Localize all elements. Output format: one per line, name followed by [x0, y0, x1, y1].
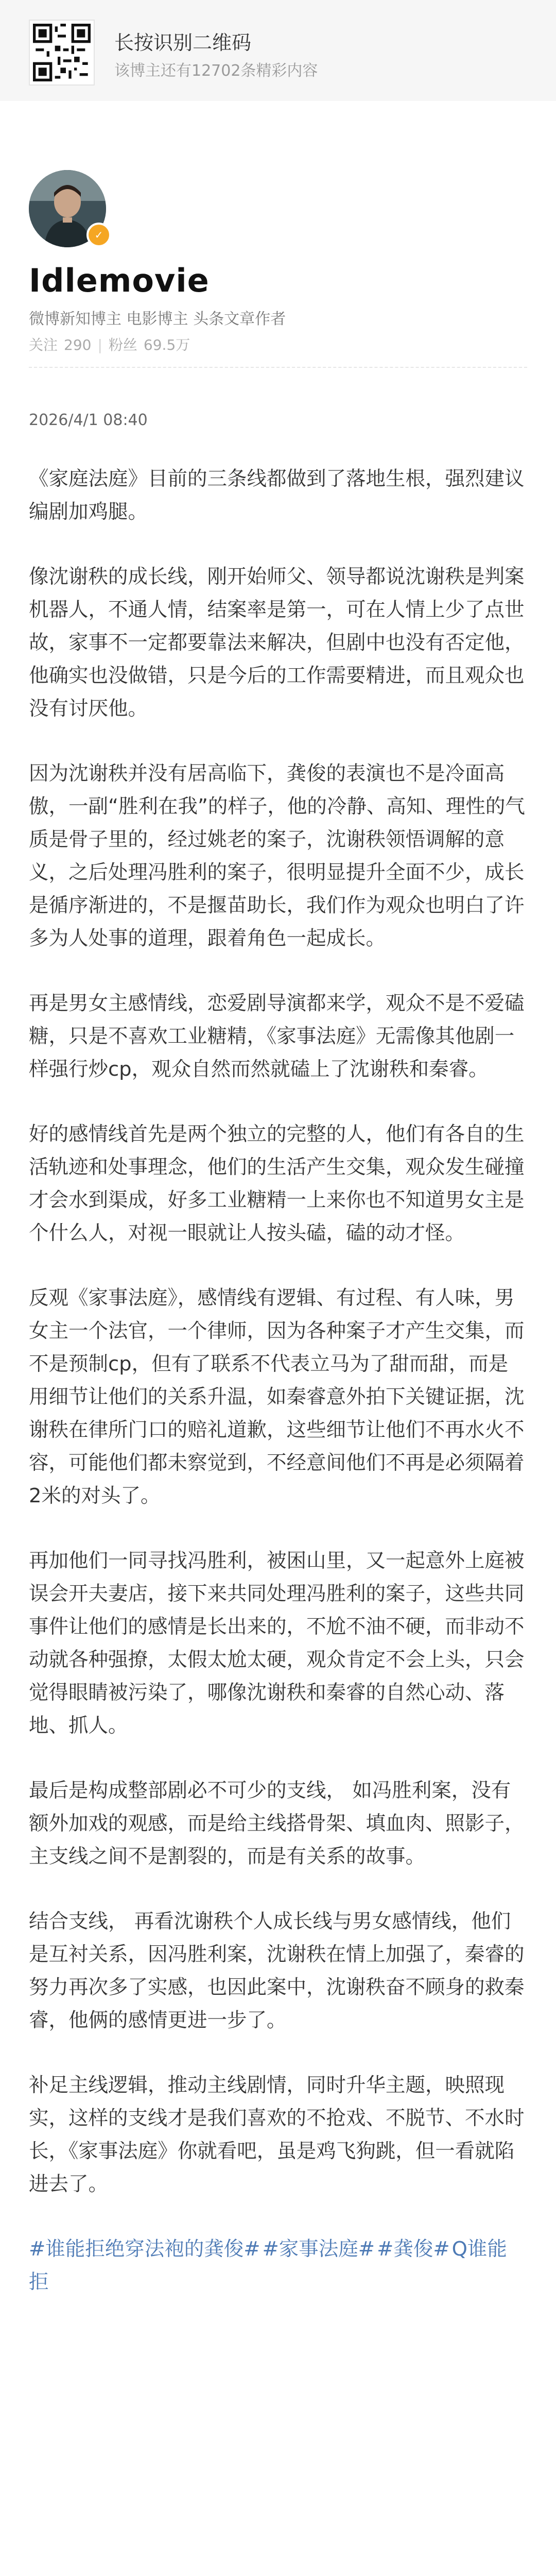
paragraph: 再是男女主感情线，恋爱剧导演都来学，观众不是不爱磕糖，只是不喜欢工业糖精，《家事法庭》无需像其他剧一样强行炒cp，观众自然而然就磕上了沈谢秩和秦睿。: [29, 992, 525, 1081]
username[interactable]: Idlemovie: [29, 262, 210, 299]
banner-subtitle: 该博主还有12702条精彩内容: [114, 62, 318, 80]
qr-code-small[interactable]: [29, 20, 95, 86]
paragraph: 补足主线逻辑，推动主线剧情，同时升华主题，映照现实，这样的支线才是我们喜欢的不抢戏、不脱节、不水时长，《家事法庭》你就看吧，虽是鸡飞狗跳，但一看就陷进去了。: [29, 2074, 525, 2196]
paragraph: 结合支线， 再看沈谢秩个人成长线与男女感情线，他们是互衬关系，因冯胜利案，沈谢秩在情上加强了，秦睿的努力再次多了实感，也因此案中，沈谢秩奋不顾身的救秦睿，他俩的感情更进一步了。: [29, 1910, 525, 2032]
hashtag-link[interactable]: #谁能拒绝穿法袍的龚俊#: [29, 2238, 260, 2261]
paragraph: 像沈谢秩的成长线，刚开始师父、领导都说沈谢秩是判案机器人，不通人情，结案率是第一，可在人情上少了点世故，家事不一定都要靠法来解决，但剧中也没有否定他，他确实也没做错，只是今后的工作需要精进，而且观众也没有讨厌他。: [29, 565, 525, 720]
post-body: [29, 463, 527, 2299]
hashtag-link[interactable]: #家事法庭#: [262, 2238, 375, 2261]
verification-info: 微博新知博主 电影博主 头条文章作者: [29, 310, 286, 328]
hashtag-link[interactable]: #龚俊#: [377, 2238, 450, 2261]
paragraph: 因为沈谢秩并没有居高临下，龚俊的表演也不是冷面高傲，一副“胜利在我”的样子，他的冷静、高知、理性的气质是骨子里的，经过姚老的案子，沈谢秩领悟调解的意义，之后处理冯胜利的案子，很明显提升全面不少，成长是循序渐进的，不是揠苗助长，我们作为观众也明白了许多为人处事的道理，跟着角色一起成长。: [29, 762, 525, 950]
top-qr-banner: [0, 0, 556, 101]
banner-title: 长按识别二维码: [114, 31, 252, 54]
paragraph: 《家庭法庭》目前的三条线都做到了落地生根，强烈建议编剧加鸡腿。: [29, 467, 525, 523]
hashtag-link[interactable]: Q谁能拒: [29, 2238, 507, 2294]
post-datetime: 2026/4/1 08:40: [29, 411, 148, 429]
qr-code-icon: [33, 24, 91, 81]
paragraph: 最后是构成整部剧必不可少的支线， 如冯胜利案，没有额外加戏的观感，而是给主线搭骨架、填血肉、照影子，主支线之间不是割裂的，而是有关系的故事。: [29, 1779, 525, 1868]
following-count: 290: [64, 336, 92, 353]
profile-divider: [29, 367, 527, 368]
followers-count: 69.5万: [143, 336, 190, 353]
paragraph: 再加他们一同寻找冯胜利，被困山里，又一起意外上庭被误会开夫妻店，接下来共同处理冯胜利的案子，这些共同事件让他们的感情是长出来的，不尬不油不硬，而非动不动就各种强撩，太假太尬太硬，观众肯定不会上头，只会觉得眼睛被污染了，哪像沈谢秩和秦睿的自然心动、落地、抓人。: [29, 1549, 525, 1737]
following-label: 关注: [29, 336, 58, 353]
hashtag-list: [29, 2233, 527, 2299]
followers-label: 粉丝: [108, 336, 137, 353]
stats-divider: |: [97, 336, 102, 353]
profile-stats: [29, 334, 196, 354]
verified-badge-icon: ✓: [86, 223, 111, 247]
paragraph: 反观《家事法庭》，感情线有逻辑、有过程、有人味，男女主一个法官，一个律师，因为各种案子才产生交集，而不是预制cp，但有了联系不代表立马为了甜而甜，而是用细节让他们的关系升温，如秦睿意外拍下关键证据，沈谢秩在律所门口的赔礼道歉，这些细节让他们不再水火不容，可能他们都未察觉到，不经意间他们不再是必须隔着2米的对头了。: [29, 1286, 525, 1507]
paragraph: 好的感情线首先是两个独立的完整的人，他们有各自的生活轨迹和处事理念，他们的生活产生交集，观众发生碰撞才会水到渠成，好多工业糖精一上来你也不知道男女主是个什么人，对视一眼就让人按头磕，磕的动才怪。: [29, 1123, 525, 1245]
